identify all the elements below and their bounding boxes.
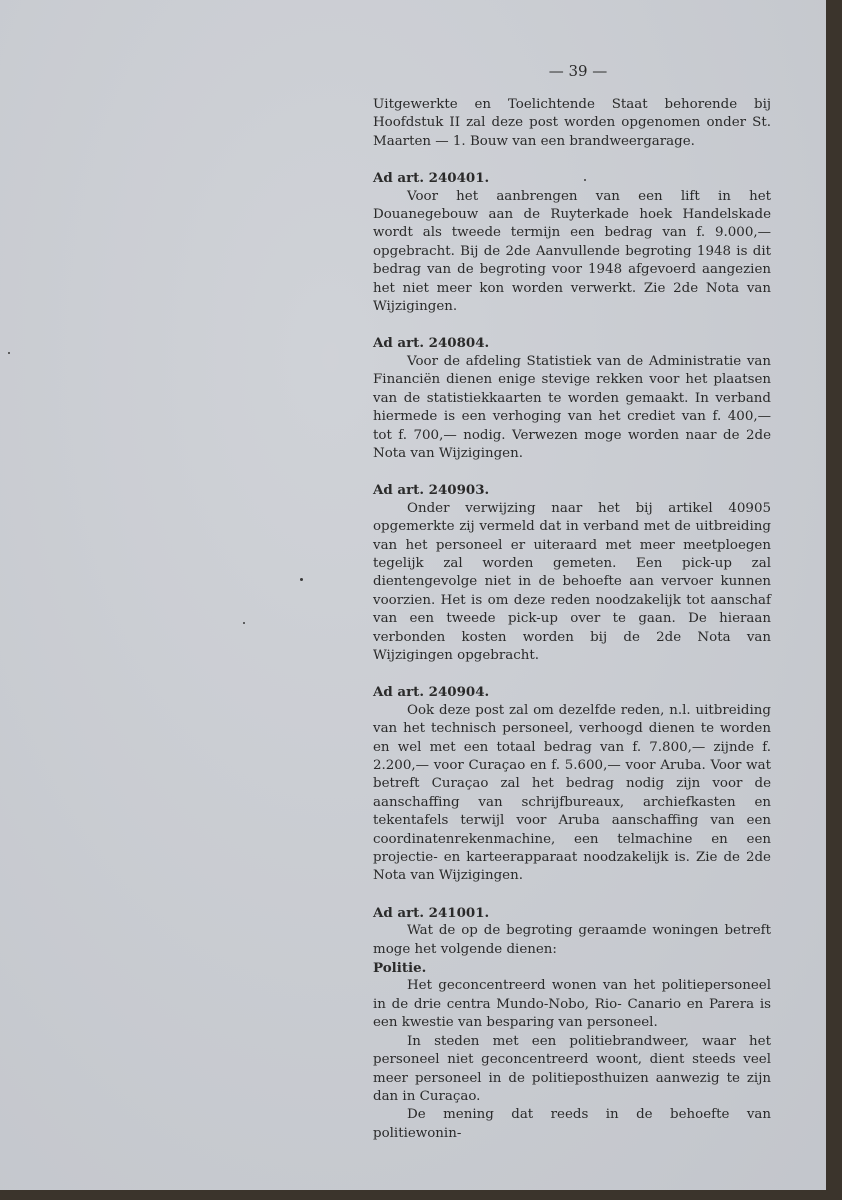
section-body: Ook deze post zal om dezelfde reden, n.l. uitbreiding van het technisch personeel, verhoogd dienen te worden en wel met een totaal bedrag van f. 7.800,— zijnde f. 2.200,— voor Curaçao en f. 5.600,— voor Aruba. Voor wat betreft Curaçao zal het bedrag nodig zijn voor de aanschaffing van schrijfbureaux, archiefkasten en tekentafels terwijl voor Aruba aanschaffing van een coordinatenrekenmachine, een telmachine en een projectie- en karteerapparaat noodzakelijk is. Zie de 2de Nota van Wijzigingen.	[373, 702, 771, 884]
section-heading: Ad art. 240401.	[373, 170, 490, 187]
subheading-politie: Politie.	[373, 960, 427, 977]
text-column	[373, 96, 771, 1143]
section-heading: Ad art. 240903.	[373, 482, 490, 499]
section-body: Voor het aanbrengen van een lift in het Douanegebouw aan de Ruyterkade hoek Handelskade wordt als tweede termijn een bedrag van f. 9.000,— opgebracht. Bij de 2de Aanvullende begroting 1948 is dit bedrag van de begroting voor 1948 afgevoerd aangezien het niet meer kon worden verwerkt. Zie 2de Nota van Wijzigingen.	[373, 188, 771, 315]
section-240904	[373, 683, 771, 885]
section-240401	[373, 169, 771, 316]
section-body: Wat de op de begroting geraamde woningen betreft moge het volgende dienen:	[373, 923, 771, 957]
paper-speck	[584, 179, 586, 181]
politie-paragraph: In steden met een politiebrandweer, waar het personeel niet geconcentreerd woont, dient steeds veel meer personeel in de politieposthuizen aanwezig te zijn dan in Curaçao.	[373, 1033, 771, 1104]
paper-speck	[300, 578, 303, 581]
politie-paragraph: De mening dat reeds in de behoefte van politiewonin-	[373, 1107, 771, 1141]
paper-speck	[8, 352, 10, 354]
section-heading: Ad art. 241001.	[373, 904, 490, 921]
intro-paragraph: Uitgewerkte en Toelichtende Staat behorende bij Hoofdstuk II zal deze post worden opgenomen onder St. Maarten — 1. Bouw van een brandweergarage.	[373, 97, 771, 149]
section-body: Onder verwijzing naar het bij artikel 40905 opgemerkte zij vermeld dat in verband met de uitbreiding van het personeel er uiteraard met meer meetploegen tegelijk zal worden gemeten. Een pick-up zal dientengevolge niet in de behoefte aan vervoer kunnen voorzien. Het is om deze reden noodzakelijk tot aanschaf van een tweede pick-up over te gaan. De hieraan verbonden kosten worden bij de 2de Nota van Wijzigingen opgebracht.	[373, 500, 771, 663]
page-number: — 39 —	[548, 62, 608, 80]
section-241001	[373, 904, 771, 1143]
section-240804	[373, 334, 771, 463]
politie-paragraph: Het geconcentreerd wonen van het politiepersoneel in de drie centra Mundo-Nobo, Rio- Canario en Parera is een kwestie van besparing van personeel.	[373, 978, 771, 1031]
paper-speck	[243, 622, 245, 624]
section-heading: Ad art. 240804.	[373, 335, 490, 352]
section-240903	[373, 481, 771, 665]
section-heading: Ad art. 240904.	[373, 684, 490, 701]
section-body: Voor de afdeling Statistiek van de Administratie van Financiën dienen enige stevige rekken voor het plaatsen van de statistiekkaarten te worden gemaakt. In verband hiermede is een verhoging van het crediet van f. 400,— tot f. 700,— nodig. Verwezen moge worden naar de 2de Nota van Wijzigingen.	[373, 353, 771, 461]
